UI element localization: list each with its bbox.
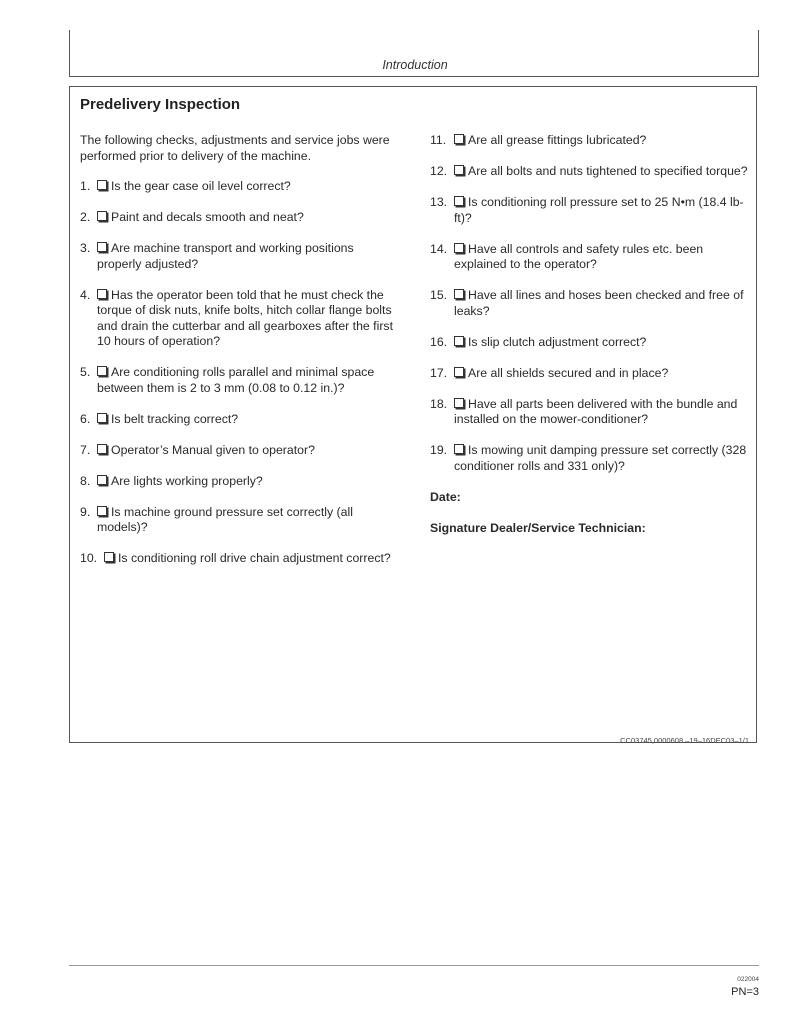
item-text-wrap xyxy=(454,133,752,149)
item-text: Is machine ground pressure set correctly (all models)? xyxy=(97,504,353,534)
item-number: 7. xyxy=(80,442,91,457)
checkbox-icon[interactable] xyxy=(454,289,464,299)
header-divider xyxy=(69,76,759,77)
item-text: Has the operator been told that he must check the torque of disk nuts, knife bolts, hitch collar flange bolts and drain the cutterbar and all gearboxes after the first 10 hours of operation? xyxy=(97,287,393,348)
item-text-wrap xyxy=(454,195,752,226)
checklist-item xyxy=(430,366,752,382)
checklist-item xyxy=(80,288,400,350)
checklist-item xyxy=(80,474,400,490)
checkbox-icon[interactable] xyxy=(97,413,107,423)
item-text: Is mowing unit damping pressure set correctly (328 conditioner rolls and 331 only)? xyxy=(454,443,747,473)
checklist-item xyxy=(430,242,752,273)
item-text-wrap xyxy=(454,164,752,180)
item-number: 12. xyxy=(430,164,448,178)
checklist-item xyxy=(430,443,752,474)
checklist-item xyxy=(430,195,752,226)
item-text-wrap xyxy=(97,365,400,396)
item-number: 11. xyxy=(430,133,447,147)
checkbox-icon[interactable] xyxy=(454,367,464,377)
item-text-wrap xyxy=(97,179,400,195)
item-text: Is conditioning roll pressure set to 25 N•m (18.4 lb-ft)? xyxy=(454,195,744,225)
item-number: 3. xyxy=(80,241,91,255)
checkbox-icon[interactable] xyxy=(97,289,107,299)
checkbox-icon[interactable] xyxy=(104,552,114,562)
item-number: 4. xyxy=(80,287,91,302)
item-text: Are conditioning rolls parallel and minimal space between them is 2 to 3 mm (0.08 to 0.12 in.)? xyxy=(97,365,375,395)
item-number: 2. xyxy=(80,210,91,224)
item-text-wrap xyxy=(454,242,752,273)
checklist-item xyxy=(80,412,400,428)
checklist-item xyxy=(80,179,400,195)
document-code: CC03745,0000608 –19–16DEC03–1/1 xyxy=(620,736,749,745)
item-text-wrap xyxy=(104,551,400,567)
item-number: 1. xyxy=(80,179,91,193)
checklist-item xyxy=(80,365,400,396)
item-number: 9. xyxy=(80,504,91,519)
right-column xyxy=(430,133,752,552)
item-number: 6. xyxy=(80,411,91,426)
checklist-item xyxy=(80,241,400,272)
item-number: 16. xyxy=(430,334,448,349)
item-number: 17. xyxy=(430,365,448,380)
item-text: Are lights working properly? xyxy=(111,473,263,488)
intro-text: The following checks, adjustments and service jobs were performed prior to delivery of the machine. xyxy=(80,133,390,163)
item-number: 13. xyxy=(430,195,448,209)
checklist-item xyxy=(430,164,752,180)
checkbox-icon[interactable] xyxy=(97,506,107,516)
checkbox-icon[interactable] xyxy=(454,398,464,408)
left-column xyxy=(80,133,400,582)
signature-label: Signature Dealer/Service Technician: xyxy=(430,520,646,535)
checklist-left xyxy=(80,179,400,567)
checkbox-icon[interactable] xyxy=(454,336,464,346)
checkbox-icon[interactable] xyxy=(97,444,107,454)
checkbox-icon[interactable] xyxy=(454,196,464,206)
item-number: 15. xyxy=(430,288,448,302)
item-text: Is the gear case oil level correct? xyxy=(111,179,291,193)
section-header: Introduction xyxy=(382,58,448,72)
checklist-item xyxy=(430,397,752,428)
checkbox-icon[interactable] xyxy=(97,242,107,252)
item-text-wrap xyxy=(454,288,752,319)
item-text-wrap xyxy=(454,366,752,382)
checkbox-icon[interactable] xyxy=(454,243,464,253)
checklist-right xyxy=(430,133,752,474)
item-text-wrap xyxy=(97,505,400,536)
item-text-wrap xyxy=(454,397,752,428)
item-text: Are all shields secured and in place? xyxy=(468,365,669,380)
item-text-wrap xyxy=(97,241,400,272)
item-number: 8. xyxy=(80,473,91,488)
footer-divider xyxy=(69,965,759,966)
item-number: 10. xyxy=(80,551,98,565)
item-text: Are all grease fittings lubricated? xyxy=(468,133,647,147)
page-title: Predelivery Inspection xyxy=(80,96,241,113)
checklist-item xyxy=(430,335,752,351)
item-text: Have all controls and safety rules etc. been explained to the operator? xyxy=(454,241,704,271)
checkbox-icon[interactable] xyxy=(97,180,107,190)
footer-code: 022004 xyxy=(737,976,759,983)
item-text: Is slip clutch adjustment correct? xyxy=(468,334,647,349)
item-text-wrap xyxy=(97,412,400,428)
item-text-wrap xyxy=(97,443,400,459)
item-text: Have all lines and hoses been checked and free of leaks? xyxy=(454,288,744,318)
item-number: 5. xyxy=(80,365,91,379)
checklist-item xyxy=(80,210,400,226)
date-label: Date: xyxy=(430,489,461,504)
page-number: PN=3 xyxy=(731,986,759,998)
checklist-item xyxy=(430,133,752,149)
checkbox-icon[interactable] xyxy=(454,165,464,175)
checkbox-icon[interactable] xyxy=(97,475,107,485)
item-text: Are machine transport and working positions properly adjusted? xyxy=(97,241,354,271)
item-text: Operator’s Manual given to operator? xyxy=(111,442,315,457)
checkbox-icon[interactable] xyxy=(454,444,464,454)
checklist-item xyxy=(80,505,400,536)
checklist-item xyxy=(80,551,400,567)
checklist-item xyxy=(80,443,400,459)
item-text: Paint and decals smooth and neat? xyxy=(111,210,304,224)
item-text-wrap xyxy=(454,443,752,474)
item-text: Is conditioning roll drive chain adjustment correct? xyxy=(118,551,391,565)
item-number: 14. xyxy=(430,241,448,256)
item-text: Is belt tracking correct? xyxy=(111,411,239,426)
checklist-item xyxy=(430,288,752,319)
item-text: Are all bolts and nuts tightened to specified torque? xyxy=(468,164,748,178)
item-number: 19. xyxy=(430,443,448,457)
checkbox-icon[interactable] xyxy=(97,366,107,376)
checkbox-icon[interactable] xyxy=(454,134,464,144)
item-text-wrap xyxy=(97,288,400,350)
item-text-wrap xyxy=(97,210,400,226)
item-text: Have all parts been delivered with the bundle and installed on the mower-conditioner? xyxy=(454,396,738,426)
item-number: 18. xyxy=(430,396,448,411)
item-text-wrap xyxy=(97,474,400,490)
item-text-wrap xyxy=(454,335,752,351)
checkbox-icon[interactable] xyxy=(97,211,107,221)
